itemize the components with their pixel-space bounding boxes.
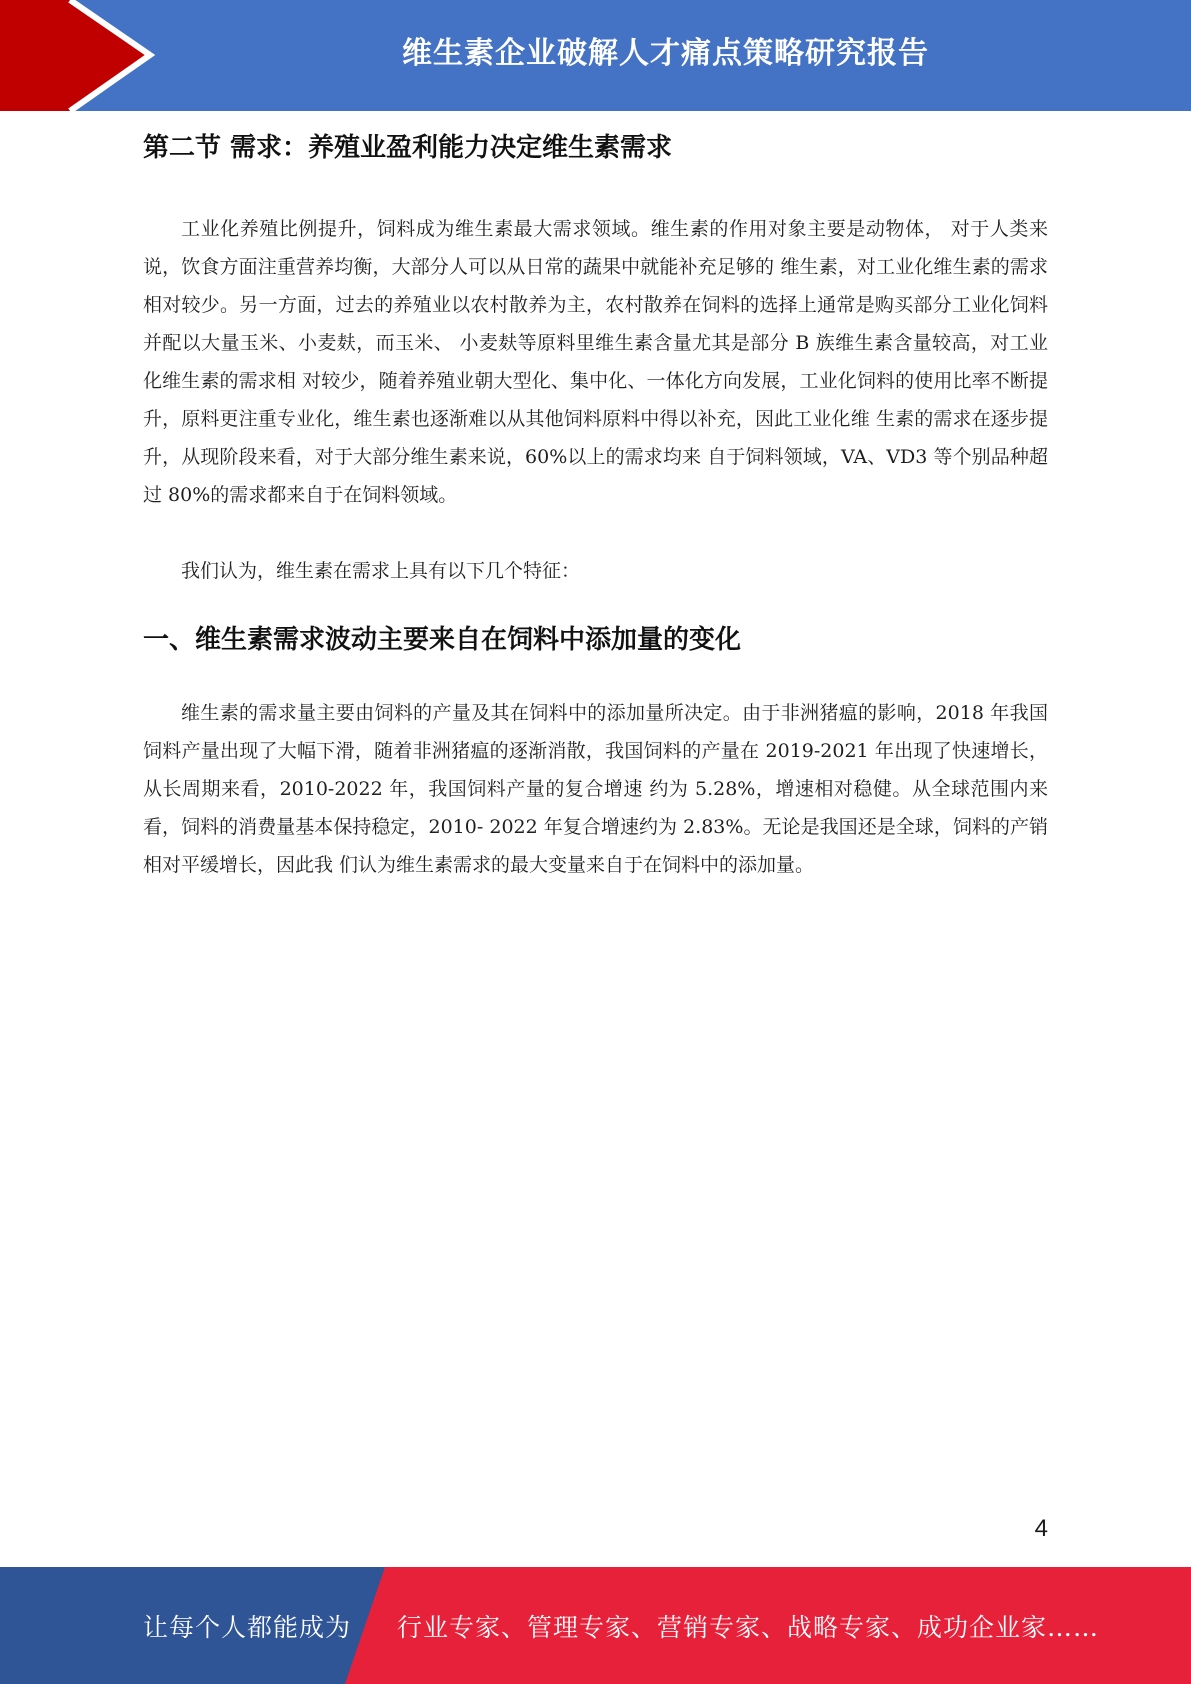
page-content (143, 128, 1048, 884)
page-footer (0, 1567, 1191, 1684)
report-title: 维生素企业破解人才痛点策略研究报告 (402, 36, 929, 71)
section-heading: 第二节 需求：养殖业盈利能力决定维生素需求 (143, 133, 673, 163)
header-arrow-icon (0, 0, 160, 111)
page-number: 4 (1034, 1515, 1048, 1542)
body-paragraph: 维生素的需求量主要由饲料的产量及其在饲料中的添加量所决定。由于非洲猪瘟的影响，2018 年我国饲料产量出现了大幅下滑，随着非洲猪瘟的逐渐消散，我国饲料的产量在 2019-2021 年出现了快速增长，从长周期来看，2010-2022 年，我国饲料产量的复合增速 约为 5.28%，增速相对稳健。从全球范围内来看，饲料的消费量基本保持稳定，2010- 2022 年复合增速约为 2.83%。无论是我国还是全球，饲料的产销相对平缓增长，因此我 们认为维生素需求的最大变量来自于在饲料中的添加量。 (143, 702, 1048, 876)
body-paragraph: 工业化养殖比例提升，饲料成为维生素最大需求领域。维生素的作用对象主要是动物体， 对于人类来说，饮食方面注重营养均衡，大部分人可以从日常的蔬果中就能补充足够的 维生素，对工业化维生素的需求相对较少。另一方面，过去的养殖业以农村散养为主，农村散养在饲料的选择上通常是购买部分工业化饲料并配以大量玉米、小麦麸，而玉米、 小麦麸等原料里维生素含量尤其是部分 B 族维生素含量较高，对工业化维生素的需求相 对较少，随着养殖业朝大型化、集中化、一体化方向发展，工业化饲料的使用比率不断提 升，原料更注重专业化，维生素也逐渐难以从其他饲料原料中得以补充，因此工业化维 生素的需求在逐步提升，从现阶段来看，对于大部分维生素来说，60%以上的需求均来 自于饲料领域，VA、VD3 等个别品种超过 80%的需求都来自于在饲料领域。 (143, 218, 1048, 506)
page-header (0, 0, 1191, 111)
footer-slogan-right: 行业专家、管理专家、营销专家、战略专家、成功企业家…… (397, 1612, 1100, 1642)
body-paragraph: 我们认为，维生素在需求上具有以下几个特征： (181, 560, 581, 582)
subsection-heading: 一、维生素需求波动主要来自在饲料中添加量的变化 (143, 625, 742, 655)
footer-slogan-left: 让每个人都能成为 (143, 1612, 352, 1642)
